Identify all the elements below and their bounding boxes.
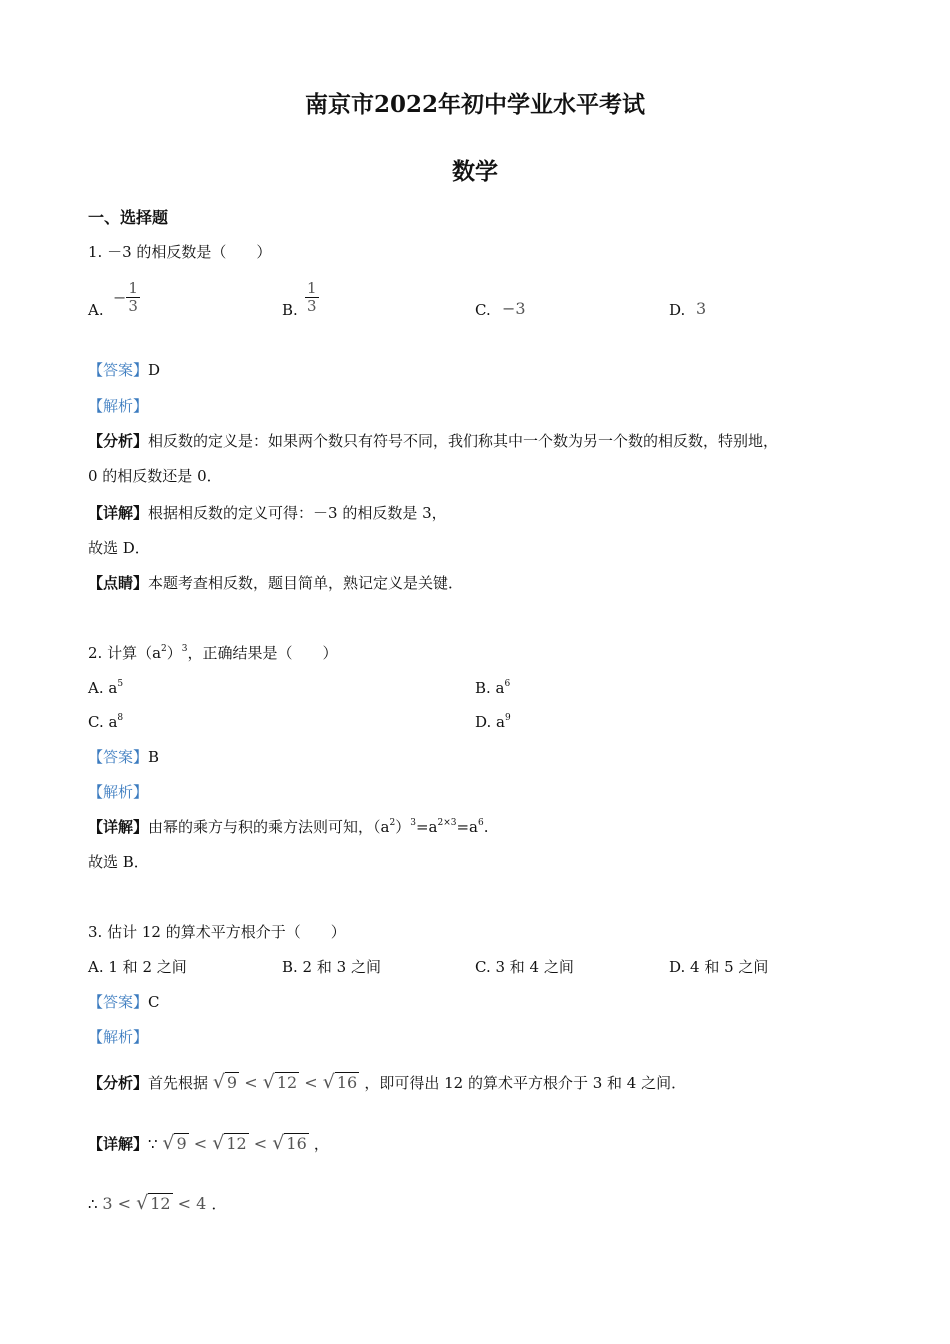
because-symbol: ∵ xyxy=(148,1135,158,1153)
q1-xiangjie xyxy=(88,503,447,523)
radicand: 9 xyxy=(226,1073,238,1092)
therefore-symbol: ∴ xyxy=(88,1195,98,1213)
sqrt: √ 12 xyxy=(212,1132,247,1154)
xiangjie-text: ） xyxy=(395,818,411,836)
q2-option-d xyxy=(475,712,511,732)
exponent: 3 xyxy=(410,818,416,828)
q3-option-c: C. 3 和 4 之间 xyxy=(475,958,574,976)
q1-fenxi-line2: 0 的相反数还是 0． xyxy=(88,467,222,485)
exam-title: 南京市2022年初中学业水平考试 xyxy=(304,91,645,118)
xiangjie-label: 【详解】 xyxy=(88,818,149,836)
inequality xyxy=(162,1134,314,1153)
stem-part: 2. 计算（a xyxy=(88,644,162,662)
xiangjie-label: 【详解】 xyxy=(88,504,149,522)
exponent: 6 xyxy=(504,679,511,689)
radicand: 12 xyxy=(150,1194,171,1213)
numerator: 1 xyxy=(307,279,317,297)
q1-option-a-value xyxy=(113,280,140,315)
q1-fenxi xyxy=(88,431,778,451)
q3-analysis-label: 【解析】 xyxy=(88,1028,149,1046)
q1-answer xyxy=(88,360,160,380)
xiangjie-label: 【详解】 xyxy=(88,1135,149,1153)
q1-option-b-value xyxy=(305,280,319,315)
fenxi-text: ，即可得出 12 的算术平方根介于 3 和 4 之间． xyxy=(364,1074,687,1092)
section-heading: 一、选择题 xyxy=(88,208,169,227)
answer-value: B xyxy=(148,748,160,766)
answer-value: C xyxy=(148,993,160,1011)
number: 3 xyxy=(102,1194,113,1213)
minus-sign: − xyxy=(113,288,127,307)
lt-sign: < xyxy=(244,1073,258,1092)
radicand: 16 xyxy=(286,1134,307,1153)
sqrt: √ 9 xyxy=(162,1132,187,1154)
numerator: 1 xyxy=(128,279,138,297)
dianjing-text: 本题考查相反数，题目简单，熟记定义是关键． xyxy=(148,574,464,592)
stem-part: ，正确结果是（ ） xyxy=(187,644,338,662)
fenxi-label: 【分析】 xyxy=(88,1074,149,1092)
q2-conclusion: 故选 B． xyxy=(88,853,149,871)
q1-option-b-label: B. xyxy=(282,301,298,319)
radicand: 9 xyxy=(176,1134,187,1153)
option-text: B. a xyxy=(475,679,505,697)
q2-option-b xyxy=(475,678,510,698)
q3-stem: 3. 估计 12 的算术平方根介于（ ） xyxy=(88,923,346,941)
answer-value: D xyxy=(148,361,161,379)
q3-option-b: B. 2 和 3 之间 xyxy=(282,958,381,976)
q1-option-d-label: D. xyxy=(669,301,686,319)
dianjing-label: 【点睛】 xyxy=(88,574,149,592)
number: 4 xyxy=(196,1194,207,1213)
fenxi-text: 相反数的定义是：如果两个数只有符号不同，我们称其中一个数为另一个数的相反数，特别地， xyxy=(148,432,779,450)
q3-fenxi xyxy=(88,1072,686,1093)
exponent: 8 xyxy=(117,713,124,723)
q1-conclusion: 故选 D． xyxy=(88,539,150,557)
stem-part: ） xyxy=(166,644,182,662)
answer-label: 【答案】 xyxy=(88,993,149,1011)
q2-answer xyxy=(88,747,159,767)
sqrt: √ 16 xyxy=(322,1071,358,1093)
radicand: 12 xyxy=(226,1134,247,1153)
q2-stem xyxy=(88,643,338,663)
comma: ， xyxy=(313,1135,329,1153)
inequality xyxy=(213,1073,365,1092)
q2-option-a xyxy=(88,678,123,698)
lt-sign: < xyxy=(253,1134,268,1153)
q1-dianjing xyxy=(88,573,463,593)
sqrt: √ 12 xyxy=(136,1192,171,1214)
period: ． xyxy=(211,1195,227,1213)
exponent: 5 xyxy=(117,679,124,689)
radicand: 16 xyxy=(336,1073,358,1092)
xiangjie-text: =a xyxy=(415,818,438,836)
fraction xyxy=(305,280,319,315)
fraction xyxy=(126,280,140,315)
q3-therefore xyxy=(88,1193,226,1214)
xiangjie-text: . xyxy=(483,818,489,836)
subject-title: 数学 xyxy=(452,158,498,185)
sqrt: √ 9 xyxy=(212,1071,238,1093)
exponent: 3 xyxy=(181,644,188,654)
option-text: A. a xyxy=(88,679,118,697)
q2-analysis-label: 【解析】 xyxy=(88,783,149,801)
q2-xiangjie xyxy=(88,817,489,837)
q1-option-c-label: C. xyxy=(475,301,491,319)
q3-option-d: D. 4 和 5 之间 xyxy=(669,958,769,976)
exponent: 6 xyxy=(477,818,484,828)
exponent: 2 xyxy=(161,644,167,654)
denominator: 3 xyxy=(128,297,138,315)
lt-sign: < xyxy=(117,1194,132,1213)
lt-sign: < xyxy=(193,1134,208,1153)
denominator: 3 xyxy=(307,297,317,315)
exponent: 9 xyxy=(504,713,511,723)
fenxi-text: 首先根据 xyxy=(148,1074,209,1092)
fenxi-label: 【分析】 xyxy=(88,432,149,450)
answer-label: 【答案】 xyxy=(88,361,149,379)
q1-option-a-label: A. xyxy=(88,301,104,319)
lt-sign: < xyxy=(177,1194,192,1213)
xiangjie-text: =a xyxy=(456,818,478,836)
q1-analysis-label: 【解析】 xyxy=(88,397,149,415)
exponent: 2×3 xyxy=(437,818,457,828)
q2-option-c xyxy=(88,712,123,732)
radicand: 12 xyxy=(276,1073,298,1092)
q3-answer xyxy=(88,992,160,1012)
q3-xiangjie xyxy=(88,1133,329,1154)
xiangjie-text: 根据相反数的定义可得：－3 的相反数是 3， xyxy=(148,504,447,522)
sqrt: √ 16 xyxy=(272,1132,307,1154)
lt-sign: < xyxy=(304,1073,318,1092)
option-text: D. a xyxy=(475,713,505,731)
inequality xyxy=(102,1194,211,1213)
q1-option-d-value: 3 xyxy=(696,299,707,318)
option-text: C. a xyxy=(88,713,118,731)
q1-option-c-value: −3 xyxy=(502,299,526,318)
q3-option-a: A. 1 和 2 之间 xyxy=(88,958,187,976)
q1-stem: 1. －3 的相反数是（ ） xyxy=(88,243,272,261)
sqrt: √ 12 xyxy=(262,1071,298,1093)
exponent: 2 xyxy=(389,818,396,828)
xiangjie-text: 由幂的乘方与积的乘方法则可知，（a xyxy=(148,818,390,836)
answer-label: 【答案】 xyxy=(88,748,149,766)
